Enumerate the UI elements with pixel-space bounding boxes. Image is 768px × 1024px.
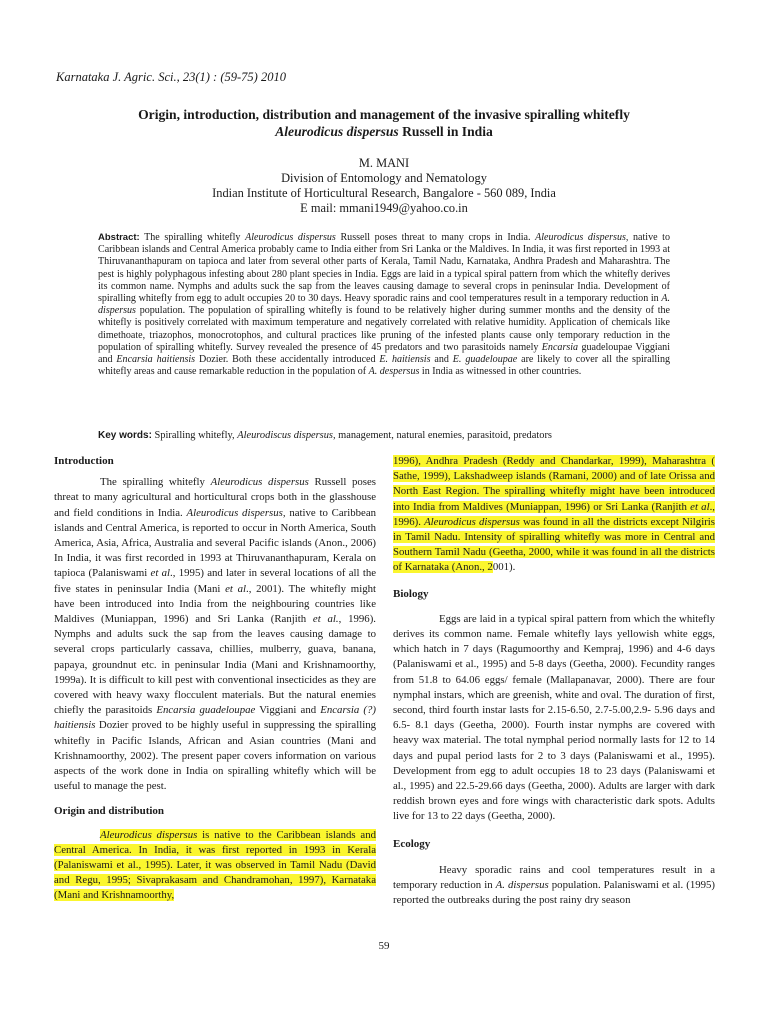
ecology-paragraph: Heavy sporadic rains and cool temperatures result in a temporary reduction in A. dispersus population. Palaniswami et al. (1995) reported the outbreaks during the post rainy dry season <box>393 863 716 907</box>
author-name: M. MANI <box>358 156 410 170</box>
title-species: Aleurodicus dispersus <box>275 124 399 139</box>
author-division: Division of Entomology and Nematology <box>281 171 487 185</box>
biology-heading: Biology <box>393 587 429 600</box>
left-column <box>54 454 376 904</box>
highlighted-text: Aleurodicus dispersus is native to the Caribbean islands and Central America. In India, it was first reported in 1993 in Kerala (Palaniswami et al., 1995). Later, it was observed in Tamil Nadu (David and Regu, 1995; Sivaprakasam and Chandramohan, 1997), Karnataka (Mani and Krishnamoorthy, <box>54 828 376 902</box>
abstract-label: Abstract: <box>98 232 140 243</box>
origin-heading: Origin and distribution <box>54 805 165 818</box>
abstract: Abstract: The spiralling whitefly Aleurodicus dispersus Russell poses threat to many crops in India. Aleurodicus dispersus, native to Caribbean islands and Central America probably came to India either from Sri Lanka or the Maldives. In India, it was first reported in 1993 at Thiruvananthapuram on tapioca and later from several other parts of Kerala, Tamil Nadu, Karnataka, Andhra Pradesh and Maharashtra. The pest is highly polyphagous infesting about 280 plant species in India. Eggs are laid in a typical spiral pattern from which the whitefly derives its common name. Nymphs and adults suck the sap from the leaves causing damage to several crops in peninsular India. Development of spiralling whitefly from egg to adult occupies 20 to 30 days. Heavy sporadic rains and cool temperatures result in a temporary reduction in A. dispersus population. The population of spiralling whitefly is found to be relatively higher during summer months and the density of the whitefly is positively correlated with maximum temperature and negatively correlated with relative humidity. Application of chemicals like dimethoate, triazophos, monocrotophos, and cultural practices like pruning of the infested plants cause only temporary reduction in the population of spiralling whitefly. Survey revealed the presence of 45 predators and two parasitoids namely Encarsia guadeloupae Viggiani and Encarsia haitiensis Dozier. Both these accidentally introduced E. haitiensis and E. guadeloupae are likely to cover all the spiralling whitefly areas and cause remarkable reduction in the population of A. despersus in India as witnessed in other countries. <box>98 232 670 378</box>
author-block <box>56 156 712 216</box>
keywords-label: Key words: <box>98 430 152 441</box>
page-number: 59 <box>378 940 390 952</box>
intro-paragraph: The spiralling whitefly Aleurodicus dispersus Russell poses threat to many agricultural and horticultural crops both in the glasshouse and field conditions in India. Aleurodicus dispersus, native to Caribbean islands and Central America, is reported to occur in North America, South America, Asia, Africa, Australia and several Pacific islands (Anon., 2006) In India, it was first recorded in 1993 at Thiruvananthapuram, Kerala on tapioca (Palaniswami et al., 1995) and later in several locations of all the five states in peninsular India (Mani et al., 2001). The whitefly might have been introduced into India from the neighbouring countries like Maldives (Muniappan, 1996) and Sri Lanka (Ranjith et al., 1996). Nymphs and adults suck the sap from the leaves causing damage to several crops particularly cassava, chillies, mulberry, guava, banana, papaya, groundnut etc. in peninsular India (Mani and Krishnamoorthy, 1999a). It is difficult to kill pest with conventional insecticides as they are covered with heavy waxy flocculent materials. But the natural enemies chiefly the parasitoids Encarsia guadeloupae Viggiani and Encarsia (?) haitiensis Dozier proved to be highly useful in suppressing the spiralling whitefly in Pacific Islands, African and Asian countries (Mani and Krishnamoorthy, 2002). The present paper covers information on various aspects of the work done in India on spiralling whitefly which will be useful to manage the pest. <box>54 476 377 793</box>
author-institute: Indian Institute of Horticultural Research, Bangalore - 560 089, India <box>212 186 556 200</box>
title-line-1: Origin, introduction, distribution and management of the invasive spiralling whitefly <box>138 107 630 122</box>
intro-heading: Introduction <box>54 455 114 467</box>
ecology-heading: Ecology <box>393 837 431 850</box>
origin-paragraph <box>54 828 376 904</box>
biology-paragraph: Eggs are laid in a typical spiral pattern from which the whitefly derives its common name. Female whitefly lays yellowish white eggs, which hatch in 7 days (Ragumoorthy and Kempraj, 1996) and 4-6 days (Palaniswami et al., 1995) and 5-8 days (Geetha, 2000). Fecundity ranges from 51.8 to 64.06 eggs/ female (Mallapanavar, 2000). There are four nymphal instars, which are greenish, white and oval. The duration of first, second, third fourth instar lasts for 2.15-6.50, 2.7-5.00,2.9- 5.96 days and 6.5- 8.1 days (Geetha, 2000). Fourth instar nymphs are covered with heavy wax material. The total nymphal period normally lasts for 12 to 14 days and pupal period lasts for 2 to 3 days (Palaniswami et al., 1995). Development from egg to adult occupies 18 to 23 days (Palaniswami et al., 1995) and 22.5-29.66 days (Geetha, 2000). Adults are larger with dark reddish brown eyes and fore wings with characteristic dark spots. Adults live for 13 to 22 days (Geetha, 2000). <box>393 612 715 823</box>
journal-citation: Karnataka J. Agric. Sci., 23(1) : (59-75) 2010 <box>56 70 286 84</box>
highlighted-text: 1996), Andhra Pradesh (Reddy and Chandarkar, 1999), Maharashtra ( Sathe, 1999), Lakshadweep islands (Ramani, 2000) and of late Orissa and North East Region. The spiralling whitefly might have been introduced into India from Maldives (Muniappan, 1996) or Sri Lanka (Ranjith et al., 1996). Aleurodicus dispersus was found in all the districts except Nilgiris in Tamil Nadu. Intensity of spiralling whitefly was more in Central and Southern Tamil Nadu (Geetha, 2000, while it was found in all the districts of Karnataka (Anon., 2 <box>393 455 715 574</box>
title-line-2: Aleurodicus dispersus Russell in India <box>275 124 493 139</box>
paper-title <box>56 106 712 140</box>
author-email: E mail: mmani1949@yahoo.co.in <box>300 201 468 215</box>
keywords: Key words: Spiralling whitefly, Aleurodiscus dispersus, management, natural enemies, parasitoid, predators <box>98 430 552 441</box>
right-column <box>393 454 715 908</box>
origin-paragraph-continued: 1996), Andhra Pradesh (Reddy and Chandarkar, 1999), Maharashtra ( Sathe, 1999), Lakshadweep islands (Ramani, 2000) and of late Orissa and North East Region. The spiralling whitefly might have been introduced into India from Maldives (Muniappan, 1996) or Sri Lanka (Ranjith et al., 1996). Aleurodicus dispersus was found in all the districts except Nilgiris in Tamil Nadu. Intensity of spiralling whitefly was more in Central and Southern Tamil Nadu (Geetha, 2000, while it was found in all the districts of Karnataka (Anon., 2001). <box>393 455 715 574</box>
